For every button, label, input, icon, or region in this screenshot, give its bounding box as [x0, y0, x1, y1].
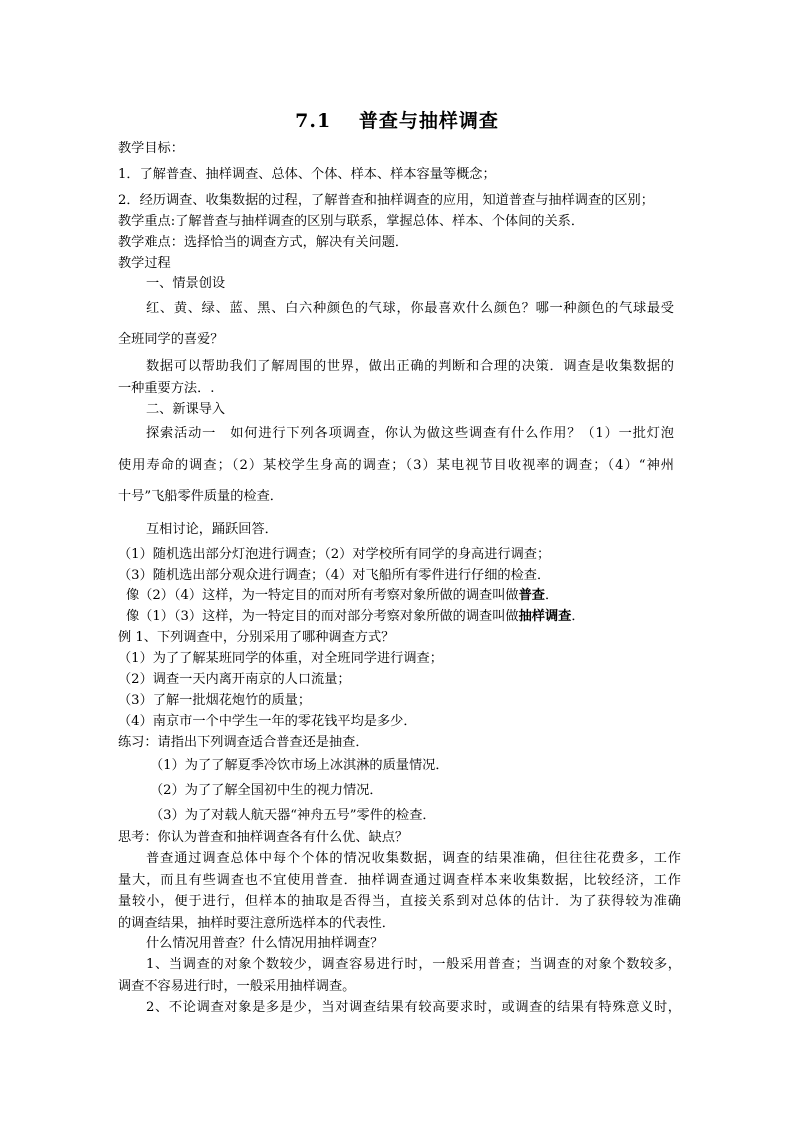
comparison-line-3: 量较小，便于进行，但样本的抽取是否得当，直接关系到对总体的估计．为了获得较为准确 [118, 894, 681, 909]
section-heading-2: 二、新课导入 [146, 402, 226, 417]
objective-2: 2．经历调查、收集数据的过程，了解普查和抽样调查的应用，知道普查与抽样调查的区别； [118, 193, 654, 208]
example-item-1: （1）为了了解某班同学的体重，对全班同学进行调查； [118, 651, 443, 666]
practice-item-2: （2）为了了解全国初中生的视力情况． [150, 783, 383, 798]
census-definition [126, 587, 558, 605]
paragraph-2-line-1: 数据可以帮助我们了解周围的世界，做出正确的判断和合理的决策．调查是收集数据的 [146, 359, 674, 374]
discussion-line: 互相讨论，踊跃回答． [146, 522, 278, 537]
answer-line-2: （3）随机选出部分观众进行调查；（4）对飞船所有零件进行仔细的检查． [118, 568, 551, 583]
objective-1: 1．了解普查、抽样调查、总体、个体、样本、样本容量等概念； [118, 167, 496, 182]
census-definition-end: ． [545, 588, 559, 603]
rule-1-line-2: 调查不容易进行时，一般采用抽样调查。 [118, 979, 356, 994]
paragraph-1-line-2: 全班同学的喜爱？ [118, 332, 224, 347]
census-term: 普查 [518, 588, 545, 603]
rule-2-line-1: 2、不论调查对象是多是少，当对调查结果有较高要求时，或调查的结果有特殊意义时， [146, 1000, 681, 1015]
comparison-line-2: 量大，而且有些调查也不宜使用普查．抽样调查通过调查样本来收集数据，比较经济，工作 [118, 873, 681, 888]
answer-line-1: （1）随机选出部分灯泡进行调查；（2）对学校所有同学的身高进行调查； [118, 547, 551, 562]
think-question: 思考：你认为普查和抽样调查各有什么优、缺点？ [118, 830, 409, 845]
activity-line-3: 十号”飞船零件质量的检查． [118, 489, 283, 504]
paragraph-1-line-1: 红、黄、绿、蓝、黑、白六种颜色的气球，你最喜欢什么颜色？哪一种颜色的气球最受 [146, 301, 674, 316]
example-heading: 例 1、下列调查中，分别采用了哪种调查方式？ [118, 630, 395, 645]
sampling-term: 抽样调查 [518, 609, 572, 624]
teaching-focus: 教学重点:了解普查与抽样调查的区别与联系，掌握总体、样本、个体间的关系． [118, 214, 585, 229]
activity-line-2: 使用寿命的调查；（2）某校学生身高的调查；（3）某电视节目收视率的调查；（4）“神州 [118, 458, 674, 473]
practice-item-3: （3）为了对载人航天器“神舟五号”零件的检查． [150, 808, 436, 823]
practice-item-1: （1）为了了解夏季冷饮市场上冰淇淋的质量情况． [150, 758, 449, 773]
activity-line-1: 探索活动一 如何进行下列各项调查，你认为做这些调查有什么作用？（1）一批灯泡 [146, 426, 674, 441]
teaching-difficulty: 教学难点：选择恰当的调查方式，解决有关问题． [118, 235, 409, 250]
when-question: 什么情况用普查？什么情况用抽样调查？ [146, 936, 384, 951]
sampling-definition [126, 608, 585, 626]
example-item-2: （2）调查一天内离开南京的人口流量； [118, 672, 351, 687]
comparison-line-1: 普查通过调查总体中每个个体的情况收集数据，调查的结果准确，但往往花费多，工作 [146, 851, 681, 866]
document-title: 7.1 普查与抽样调查 [295, 110, 499, 132]
teaching-process-label: 教学过程 [118, 256, 171, 271]
paragraph-2-line-2: 一种重要方法．. [118, 381, 215, 396]
sampling-definition-text: 像（1）（3）这样，为一特定目的而对部分考察对象所做的调查叫做 [126, 609, 519, 624]
comparison-line-4: 的调查结果，抽样时要注意所选样本的代表性． [118, 916, 395, 931]
sampling-definition-end: ． [571, 609, 585, 624]
practice-heading: 练习：请指出下列调查适合普查还是抽查． [118, 735, 369, 750]
objectives-label: 教学目标： [118, 141, 184, 156]
example-item-3: （3）了解一批烟花炮竹的质量； [118, 693, 312, 708]
section-heading-1: 一、情景创设 [146, 276, 226, 291]
rule-1-line-1: 1、当调查的对象个数较少，调查容易进行时，一般采用普查；当调查的对象个数较多， [146, 957, 681, 972]
example-item-4: （4）南京市一个中学生一年的零花钱平均是多少． [118, 714, 417, 729]
census-definition-text: 像（2）（4）这样，为一特定目的而对所有考察对象所做的调查叫做 [126, 588, 519, 603]
